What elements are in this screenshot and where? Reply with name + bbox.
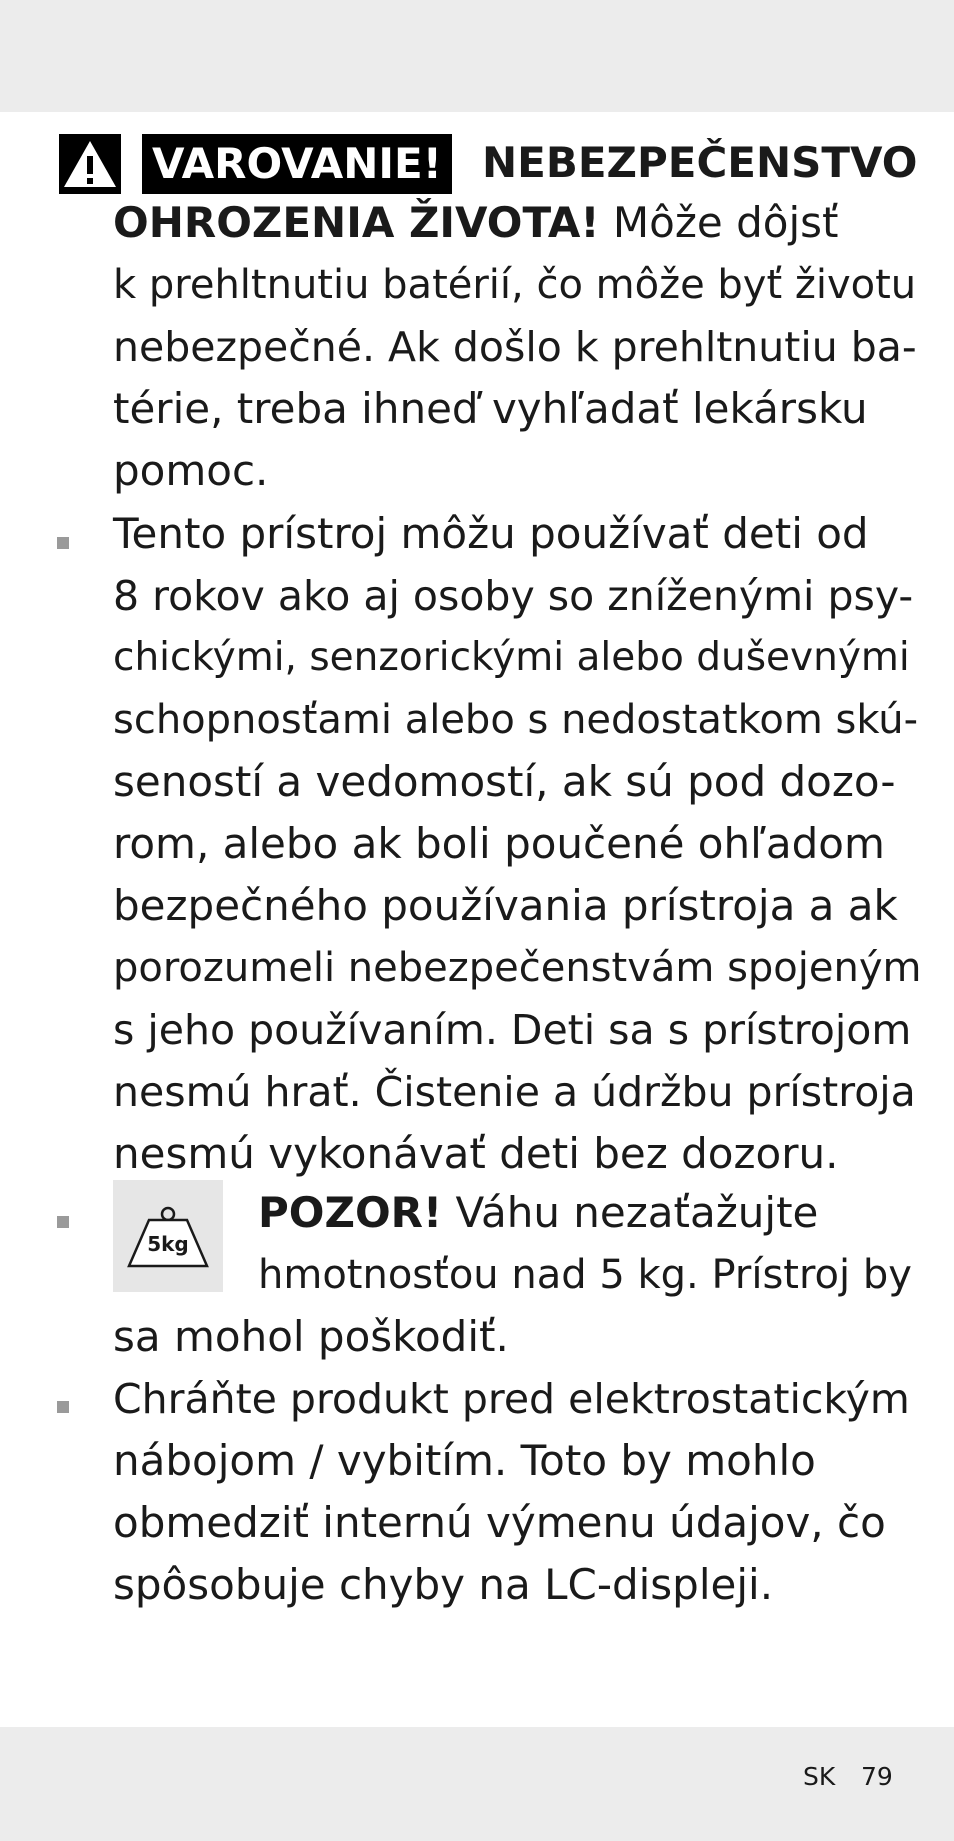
weight-limit-icon: [113, 1180, 223, 1292]
item-1-line: s jeho používaním. Deti sa s prístrojom: [113, 1006, 912, 1054]
item-1-line: nesmú hrať. Čistenie a údržbu prístroja: [113, 1068, 916, 1116]
page-header-band: [0, 0, 954, 112]
item-1-line: Tento prístroj môžu používať deti od: [113, 509, 869, 558]
item-2-line: POZOR! Váhu nezaťažujte: [258, 1188, 819, 1237]
item-1-line: chickými, senzorickými alebo duševnými: [113, 635, 910, 680]
page-number: 79: [861, 1762, 893, 1791]
weight-limit-label: 5kg: [147, 1232, 189, 1256]
item-3-line: spôsobuje chyby na LC-displeji.: [113, 1560, 774, 1609]
item-1-line: porozumeli nebezpečenstvám spojeným: [113, 945, 922, 991]
warning-line-2: k prehltnutiu batérií, čo môže byť životu: [113, 262, 917, 308]
item-3-line: Chráňte produkt pred elektrostatickým: [113, 1375, 910, 1423]
warning-line-1: OHROZENIA ŽIVOTA! Môže dôjsť: [113, 198, 839, 247]
item-1-line: bezpečného používania prístroja a ak: [113, 881, 898, 930]
warning-line-4: térie, treba ihneď vyhľadať lekársku: [113, 384, 868, 433]
item-1-line: rom, alebo ak boli poučené ohľadom: [113, 819, 885, 868]
item-3-line: obmedziť internú výmenu údajov, čo: [113, 1498, 886, 1547]
footer-language: SK: [803, 1762, 836, 1791]
warning-heading: NEBEZPEČENSTVO: [482, 138, 918, 187]
item-2-line: sa mohol poškodiť.: [113, 1312, 509, 1361]
item-1-line: schopnosťami alebo s nedostatkom skú-: [113, 697, 919, 743]
item-1-line: nesmú vykonávať deti bez dozoru.: [113, 1129, 839, 1178]
item-1-line: seností a vedomostí, ak sú pod dozo-: [113, 757, 896, 806]
warning-line-5: pomoc.: [113, 446, 269, 495]
bullet-marker: [57, 1216, 69, 1228]
warning-triangle-icon: [59, 134, 121, 194]
warning-line-3: nebezpečné. Ak došlo k prehltnutiu ba-: [113, 323, 917, 371]
warning-label: VAROVANIE!: [142, 134, 452, 194]
item-1-line: 8 rokov ako aj osoby so zníženými psy-: [113, 572, 914, 620]
bullet-marker: [57, 1401, 69, 1413]
item-3-line: nábojom / vybitím. Toto by mohlo: [113, 1436, 816, 1485]
bullet-marker: [57, 537, 69, 549]
item-2-line: hmotnosťou nad 5 kg. Prístroj by: [258, 1252, 912, 1298]
